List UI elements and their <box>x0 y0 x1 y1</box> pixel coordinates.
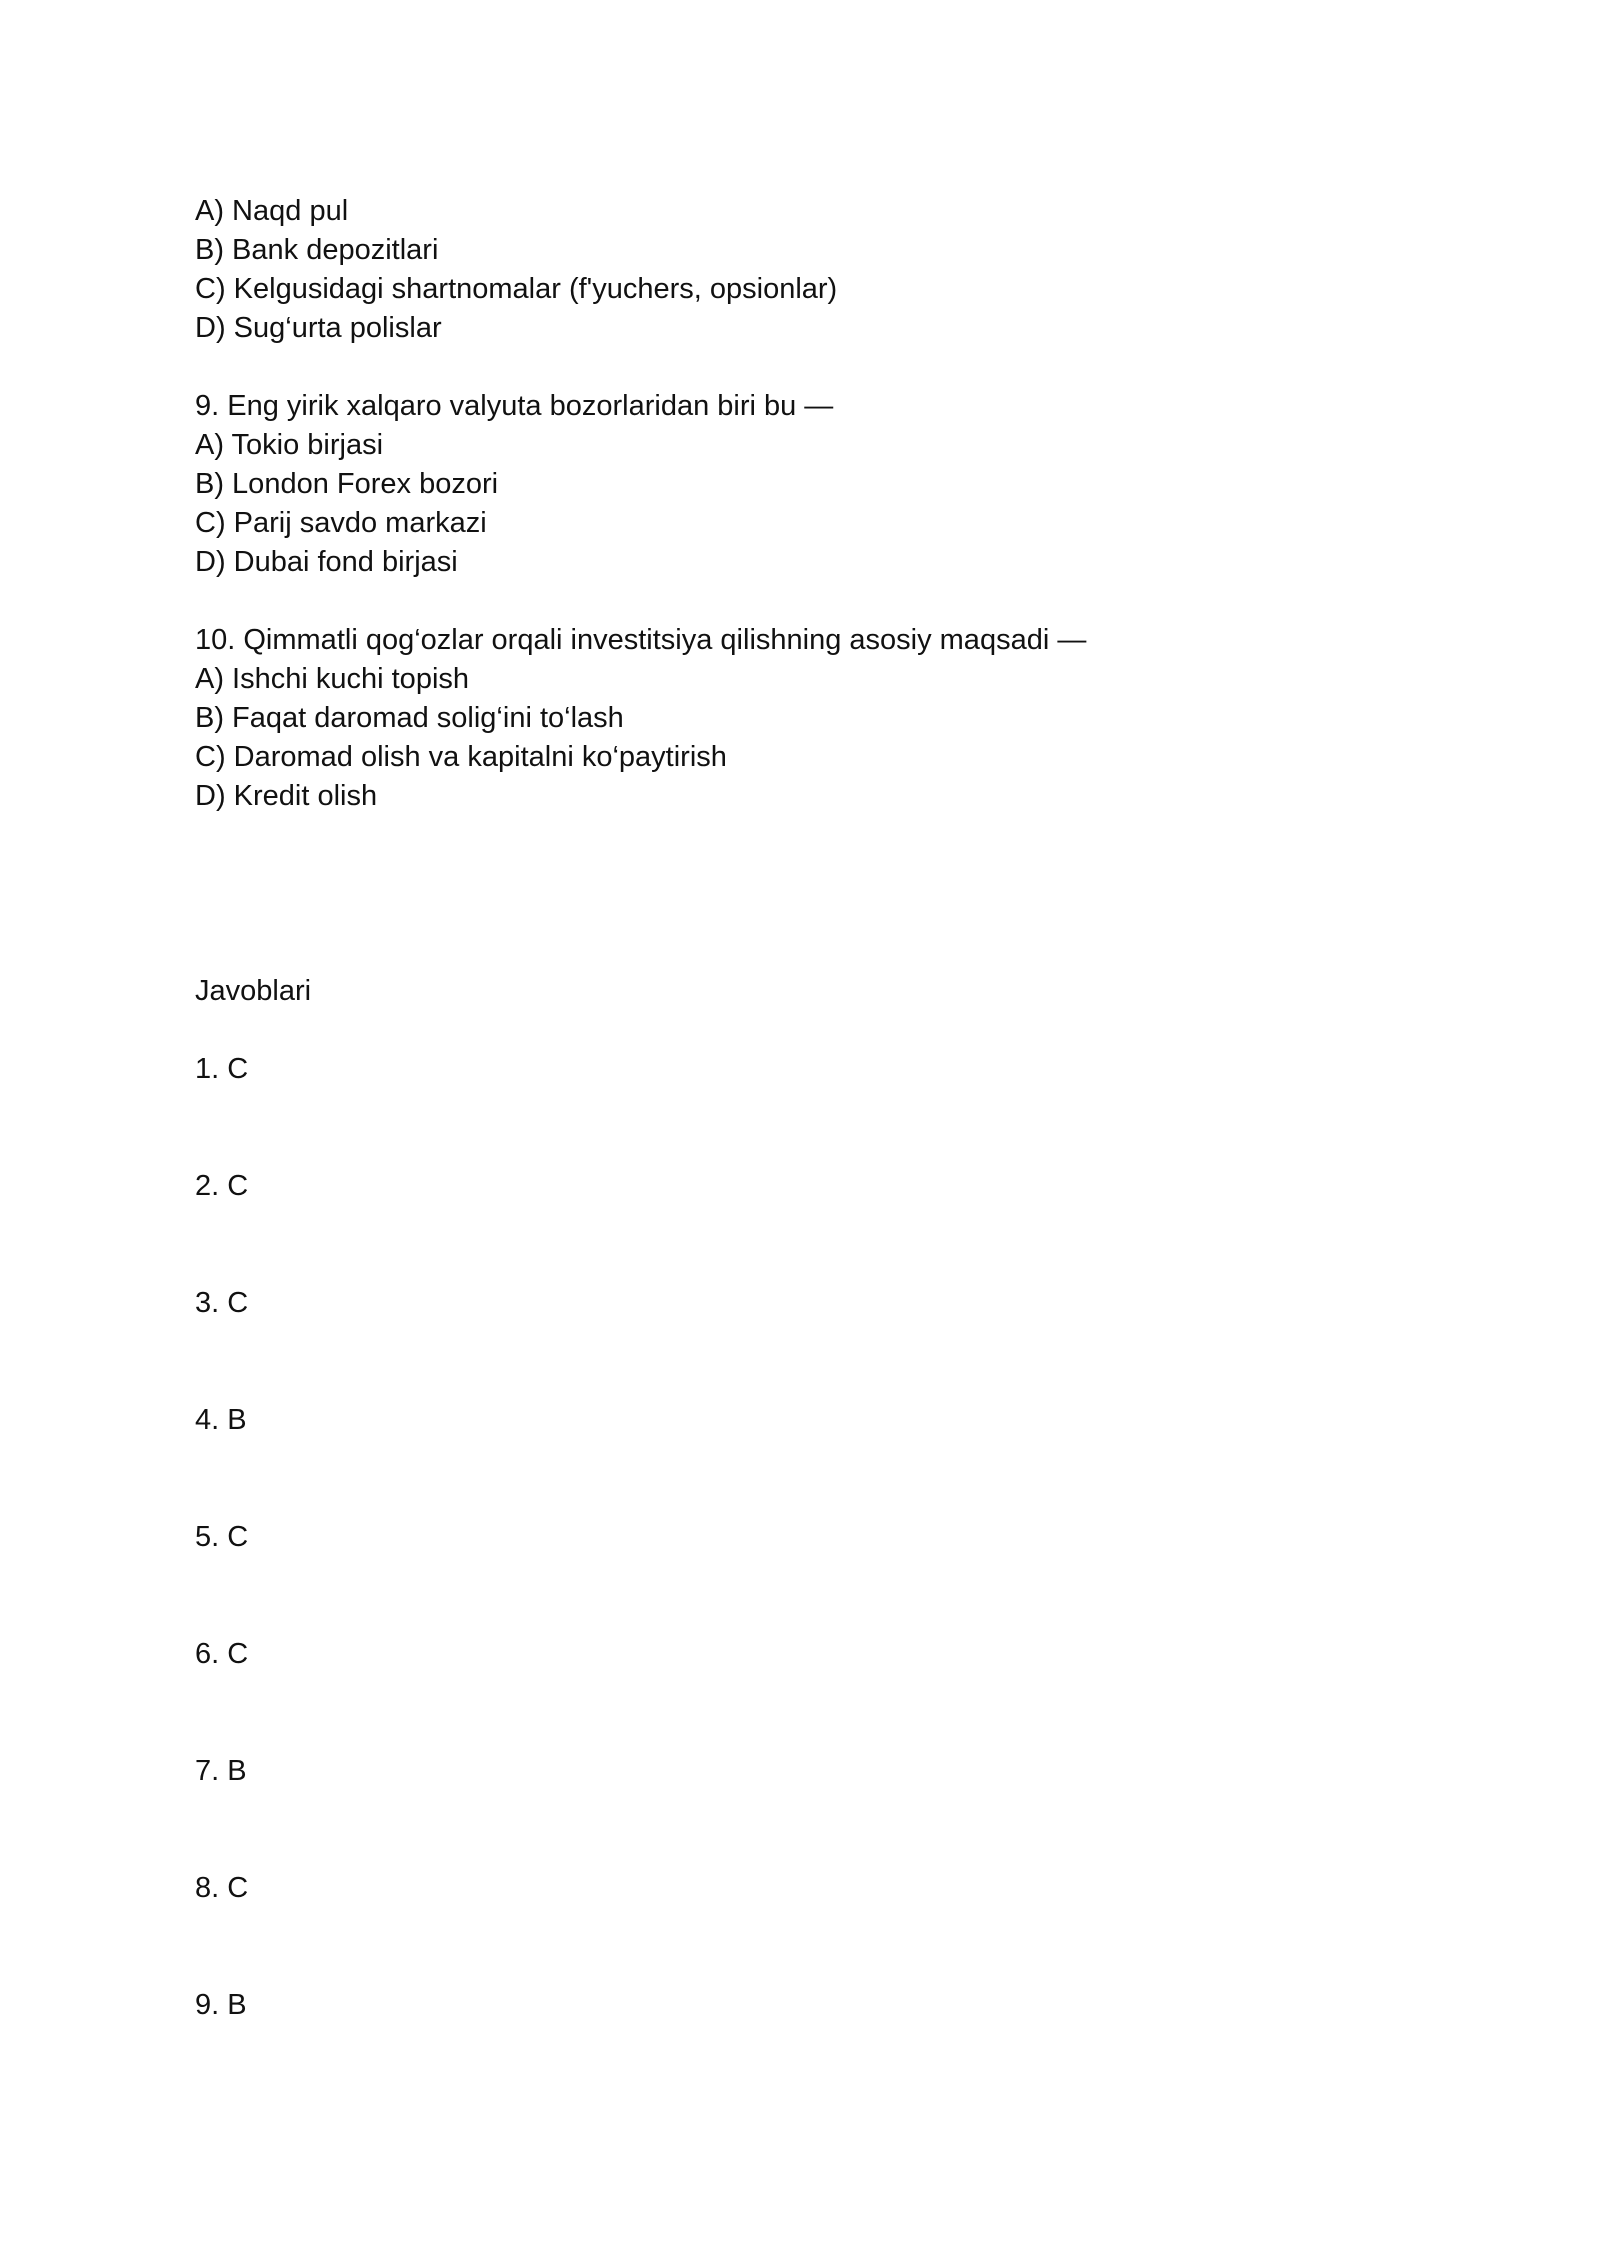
q10-question: 10. Qimmatli qog‘ozlar orqali investitsiya qilishning asosiy maqsadi — <box>195 624 1087 656</box>
answer-item: 2. C <box>195 1170 249 1202</box>
q9-option-b: B) London Forex bozori <box>195 468 499 500</box>
q9-option-a: A) Tokio birjasi <box>195 429 384 461</box>
answer-item: 5. C <box>195 1521 249 1553</box>
q8-option-b: B) Bank depozitlari <box>195 234 439 266</box>
q10-option-a: A) Ishchi kuchi topish <box>195 663 470 695</box>
answer-item: 6. C <box>195 1638 249 1670</box>
answer-item: 1. C <box>195 1053 249 1085</box>
q10-option-c: C) Daromad olish va kapitalni ko‘paytirish <box>195 741 727 773</box>
q9-option-c: C) Parij savdo markazi <box>195 507 487 539</box>
answer-item: 4. B <box>195 1404 247 1436</box>
answer-item: 8. C <box>195 1872 249 1904</box>
q8-option-c: C) Kelgusidagi shartnomalar (f'yuchers, opsionlar) <box>195 273 838 305</box>
q9-question: 9. Eng yirik xalqaro valyuta bozorlaridan biri bu — <box>195 390 834 422</box>
q8-option-a: A) Naqd pul <box>195 195 349 227</box>
answers-heading: Javoblari <box>195 975 312 1007</box>
answer-item: 7. B <box>195 1755 247 1787</box>
answer-item: 9. B <box>195 1989 247 2021</box>
q10-option-b: B) Faqat daromad solig‘ini to‘lash <box>195 702 624 734</box>
q10-option-d: D) Kredit olish <box>195 780 378 812</box>
q8-option-d: D) Sug‘urta polislar <box>195 312 442 344</box>
answer-item: 3. C <box>195 1287 249 1319</box>
q9-option-d: D) Dubai fond birjasi <box>195 546 458 578</box>
